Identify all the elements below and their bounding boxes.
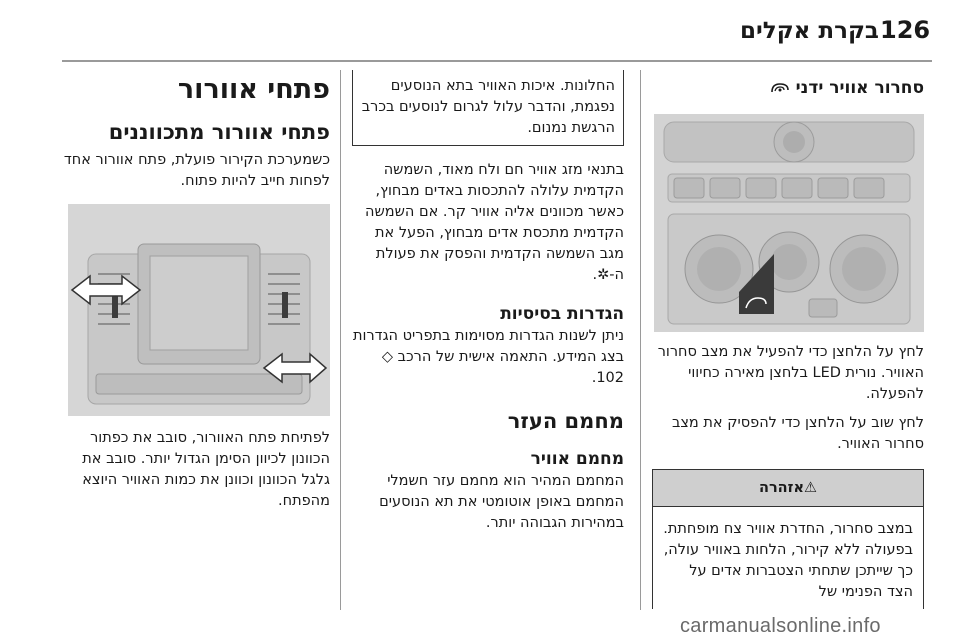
- auxiliary-heater-heading: מחמם העזר: [507, 409, 624, 433]
- left-column: [60, 70, 330, 512]
- page-number: 126: [880, 16, 931, 44]
- column-divider-right: [640, 70, 641, 610]
- watermark: carmanualsonline.info: [680, 615, 881, 637]
- recirculation-icon: [770, 82, 790, 94]
- middle-column: [352, 70, 624, 534]
- air-heater-text: המחמם המהיר הוא מחמם עזר חשמלי המחמם באופן אוטומטי את תא הנוסעים במהירות הגבוהה יותר.: [379, 473, 624, 531]
- basic-settings-text: ניתן לשנות הגדרות מסוימות בתפריט הגדרות בצג המידע. התאמה אישית של הרכב ◇ 102.: [352, 328, 624, 386]
- warning-body-text: במצב סחרור, החדרת אוויר צח מופחתת. בפעולה ללא קירור, הלחות באוויר עולה, כך שייתכן שתחתי הצטברות אדים על הצד הפנימי של: [663, 521, 913, 600]
- manual-recirculation-heading: סחרור אוויר ידני: [795, 78, 924, 98]
- recirculation-on-text: לחץ על הלחצן כדי להפעיל את מצב סחרור האוויר. נורית LED בלחצן מאירה כחיווי להפעלה.: [657, 344, 924, 402]
- recirculation-off-text: לחץ שוב על הלחצן כדי להפסיק את מצב סחרור האוויר.: [671, 415, 924, 452]
- page-header-title: בקרת אקלים: [740, 18, 879, 44]
- climate-control-panel-photo: [654, 114, 924, 332]
- fogging-paragraph: בתנאי מזג אוויר חם ולח מאוד, השמשה הקדמית עלולה להתכסות באדים מבחוץ, כאשר מכוונים אליה אוויר קר. אם השמשה הקדמית מתכסת אדים מבחוץ, הפעל את מגב השמשה הקדמית והפסק את פעולת ה-✲.: [365, 162, 624, 283]
- header-divider: [62, 60, 932, 62]
- air-vents-photo: [68, 204, 330, 416]
- column-divider-left: [340, 70, 341, 610]
- adjustable-vents-subheading: פתחי אוורור מתכווננים: [108, 120, 330, 144]
- air-vents-illustration: [68, 204, 330, 416]
- air-heater-subheading: מחמם אוויר: [530, 449, 624, 469]
- climate-panel-illustration: [654, 114, 924, 332]
- ac-snowflake-icon: ✲: [597, 267, 610, 283]
- page-ref-icon: ◇: [381, 349, 393, 365]
- vents-intro-text: כשמערכת הקירור פועלת, פתח אוורור אחד לפחות חייב להיות פתוח.: [63, 152, 330, 189]
- warning-continuation-text: החלונות. איכות האוויר בתא הנוסעים נפגמת, והדבר עלול לגרום לנוסעים בכרב הרגשת נמנום.: [361, 78, 615, 136]
- basic-settings-heading: הגדרות בסיסיות: [500, 304, 624, 324]
- warning-triangle-icon: ⚠: [804, 480, 817, 496]
- warning-continuation-box: [352, 70, 624, 146]
- right-column: [652, 70, 924, 609]
- vent-instructions-text: לפתיחת פתח האוורור, סובב את כפתור הכוונון לכיוון הסימן הגדול יותר. סובב את גלגל הכוונון וכוונן את כמות האוויר היוצא מהפתח.: [82, 430, 330, 509]
- warning-box: [652, 469, 924, 609]
- warning-title: אזהרה: [758, 480, 804, 496]
- air-vents-heading: פתחי אוורור: [177, 74, 330, 105]
- page-ref-number: 102: [596, 370, 624, 386]
